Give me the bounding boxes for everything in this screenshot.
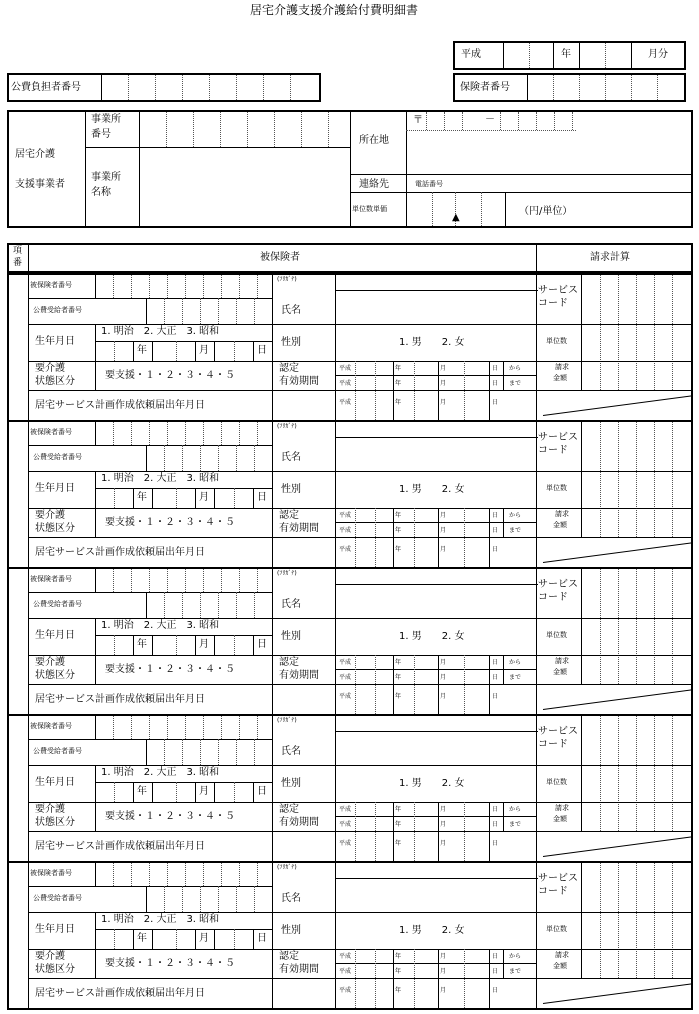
office-number-label-1: 事業所	[91, 114, 121, 125]
cert-from-suffix: から	[509, 953, 522, 960]
cert-to-day: 日	[492, 821, 499, 828]
cert-to-suffix: まで	[509, 674, 522, 681]
cert-from-suffix: から	[509, 659, 522, 666]
item-no-header-1: 項	[13, 246, 23, 256]
plan-request-era: 平成	[339, 693, 352, 700]
cert-to-month: 月	[440, 380, 447, 387]
cert-to-year: 年	[395, 968, 402, 975]
cert-from-year: 年	[395, 806, 402, 813]
cert-label-2: 有効期間	[279, 817, 319, 828]
cert-from-day: 日	[492, 953, 499, 960]
plan-request-month: 月	[440, 693, 447, 700]
cert-to-day: 日	[492, 674, 499, 681]
public-recipient-label: 公費受給者番号	[33, 600, 82, 608]
insured-record	[7, 714, 693, 863]
care-level-label-2: 状態区分	[35, 817, 75, 828]
care-level-label-2: 状態区分	[35, 376, 75, 387]
insured-record	[7, 567, 693, 716]
cert-to-suffix: まで	[509, 380, 522, 387]
units-label: 単位数	[546, 484, 567, 492]
birth-year-label: 年	[137, 345, 147, 356]
cert-from-month: 月	[440, 806, 447, 813]
birth-month-label: 月	[199, 345, 209, 356]
plan-request-era: 平成	[339, 399, 352, 406]
units-label: 単位数	[546, 925, 567, 933]
plan-request-era: 平成	[339, 840, 352, 847]
era-options: 1. 明治 2. 大正 3. 昭和	[101, 326, 220, 337]
units-label: 単位数	[546, 631, 567, 639]
sex-label: 性別	[281, 778, 301, 789]
cert-to-suffix: まで	[509, 821, 522, 828]
cert-to-era: 平成	[339, 674, 352, 681]
sex-options: 1. 男 2. 女	[399, 778, 465, 789]
claim-label-1: 請求	[555, 510, 569, 518]
cert-label-1: 認定	[279, 657, 299, 668]
plan-request-label: 居宅サービス計画作成依頼届出年月日	[35, 988, 205, 999]
plan-request-day: 日	[492, 399, 499, 406]
cert-label-1: 認定	[279, 510, 299, 521]
plan-request-day: 日	[492, 546, 499, 553]
plan-request-month: 月	[440, 399, 447, 406]
care-level-label-2: 状態区分	[35, 670, 75, 681]
cert-to-suffix: まで	[509, 527, 522, 534]
name-label: 氏名	[281, 893, 301, 904]
cert-label-1: 認定	[279, 804, 299, 815]
birth-date-label: 生年月日	[35, 777, 75, 788]
claim-label-2: 金額	[553, 521, 567, 529]
insurer-label: 保険者番号	[460, 82, 510, 93]
sex-options: 1. 男 2. 女	[399, 484, 465, 495]
care-level-options: 要支援・１・２・３・４・５	[105, 664, 235, 675]
name-label: 氏名	[281, 746, 301, 757]
care-level-label-1: 要介護	[35, 510, 65, 521]
cert-to-day: 日	[492, 968, 499, 975]
year-label: 年	[561, 49, 571, 60]
plan-request-label: 居宅サービス計画作成依頼届出年月日	[35, 694, 205, 705]
cert-from-day: 日	[492, 365, 499, 372]
birth-date-label: 生年月日	[35, 483, 75, 494]
furigana-label: (ﾌﾘｶﾞﾅ)	[277, 717, 297, 724]
cert-from-era: 平成	[339, 659, 352, 666]
plan-request-day: 日	[492, 840, 499, 847]
claim-label-1: 請求	[555, 804, 569, 812]
public-recipient-label: 公費受給者番号	[33, 747, 82, 755]
plan-request-year: 年	[395, 987, 402, 994]
insured-number-label: 被保険者番号	[30, 869, 72, 877]
sex-label: 性別	[281, 484, 301, 495]
care-level-label-1: 要介護	[35, 657, 65, 668]
service-code-label-1: サービス	[538, 579, 578, 590]
furigana-label: (ﾌﾘｶﾞﾅ)	[277, 570, 297, 577]
cert-from-year: 年	[395, 512, 402, 519]
unit-price-label: 単位数単価	[352, 205, 387, 213]
birth-year-label: 年	[137, 492, 147, 503]
sex-options: 1. 男 2. 女	[399, 337, 465, 348]
plan-request-month: 月	[440, 546, 447, 553]
furigana-label: (ﾌﾘｶﾞﾅ)	[277, 423, 297, 430]
birth-day-label: 日	[257, 492, 267, 503]
public-payer-label: 公費負担者番号	[11, 82, 81, 93]
sex-options: 1. 男 2. 女	[399, 631, 465, 642]
cert-from-month: 月	[440, 953, 447, 960]
cert-to-year: 年	[395, 380, 402, 387]
plan-request-day: 日	[492, 693, 499, 700]
public-recipient-label: 公費受給者番号	[33, 306, 82, 314]
units-label: 単位数	[546, 778, 567, 786]
care-level-options: 要支援・１・２・３・４・５	[105, 958, 235, 969]
phone-label: 電話番号	[415, 180, 443, 188]
claim-label-1: 請求	[555, 657, 569, 665]
cert-to-year: 年	[395, 674, 402, 681]
plan-request-era: 平成	[339, 546, 352, 553]
birth-month-label: 月	[199, 786, 209, 797]
month-label: 月分	[648, 49, 668, 60]
cert-label-2: 有効期間	[279, 964, 319, 975]
plan-request-label: 居宅サービス計画作成依頼届出年月日	[35, 547, 205, 558]
cert-to-month: 月	[440, 527, 447, 534]
cert-from-year: 年	[395, 659, 402, 666]
insured-header: 被保険者	[260, 252, 300, 263]
care-level-label-2: 状態区分	[35, 964, 75, 975]
cert-from-era: 平成	[339, 512, 352, 519]
care-level-options: 要支援・１・２・３・４・５	[105, 811, 235, 822]
cert-from-month: 月	[440, 365, 447, 372]
plan-request-day: 日	[492, 987, 499, 994]
cert-from-year: 年	[395, 365, 402, 372]
insured-record	[7, 861, 693, 1010]
cert-to-era: 平成	[339, 968, 352, 975]
era-options: 1. 明治 2. 大正 3. 昭和	[101, 914, 220, 925]
address-label: 所在地	[359, 135, 389, 146]
cert-label-2: 有効期間	[279, 670, 319, 681]
sex-label: 性別	[281, 925, 301, 936]
birth-month-label: 月	[199, 492, 209, 503]
birth-year-label: 年	[137, 639, 147, 650]
cert-label-1: 認定	[279, 951, 299, 962]
insured-number-label: 被保険者番号	[30, 722, 72, 730]
furigana-label: (ﾌﾘｶﾞﾅ)	[277, 864, 297, 871]
name-label: 氏名	[281, 305, 301, 316]
care-level-label-1: 要介護	[35, 363, 65, 374]
claim-label-2: 金額	[553, 374, 567, 382]
birth-month-label: 月	[199, 639, 209, 650]
cert-label-2: 有効期間	[279, 523, 319, 534]
claim-label-1: 請求	[555, 951, 569, 959]
cert-to-month: 月	[440, 674, 447, 681]
claim-label-1: 請求	[555, 363, 569, 371]
cert-label-2: 有効期間	[279, 376, 319, 387]
cert-from-suffix: から	[509, 512, 522, 519]
cert-from-era: 平成	[339, 806, 352, 813]
era-label: 平成	[461, 49, 481, 60]
birth-year-label: 年	[137, 786, 147, 797]
birth-date-label: 生年月日	[35, 924, 75, 935]
cert-to-month: 月	[440, 821, 447, 828]
care-level-label-2: 状態区分	[35, 523, 75, 534]
birth-day-label: 日	[257, 786, 267, 797]
insured-number-label: 被保険者番号	[30, 281, 72, 289]
page-title: 居宅介護支援介護給付費明細書	[250, 3, 419, 17]
plan-request-year: 年	[395, 546, 402, 553]
plan-request-era: 平成	[339, 987, 352, 994]
birth-day-label: 日	[257, 933, 267, 944]
cert-to-era: 平成	[339, 380, 352, 387]
decimal-point-marker: ▲	[452, 212, 460, 223]
public-recipient-label: 公費受給者番号	[33, 453, 82, 461]
service-code-label-2: コード	[538, 298, 568, 309]
cert-from-era: 平成	[339, 365, 352, 372]
name-label: 氏名	[281, 452, 301, 463]
cert-from-era: 平成	[339, 953, 352, 960]
cert-to-day: 日	[492, 527, 499, 534]
service-code-label-2: コード	[538, 739, 568, 750]
cert-label-1: 認定	[279, 363, 299, 374]
plan-request-year: 年	[395, 693, 402, 700]
era-options: 1. 明治 2. 大正 3. 昭和	[101, 620, 220, 631]
cert-from-day: 日	[492, 512, 499, 519]
cert-to-suffix: まで	[509, 968, 522, 975]
postal-mark: 〒	[413, 115, 423, 126]
service-code-label-2: コード	[538, 886, 568, 897]
service-code-label-1: サービス	[538, 726, 578, 737]
claim-label-2: 金額	[553, 962, 567, 970]
birth-year-label: 年	[137, 933, 147, 944]
service-code-label-2: コード	[538, 592, 568, 603]
units-label: 単位数	[546, 337, 567, 345]
birth-day-label: 日	[257, 639, 267, 650]
insured-number-label: 被保険者番号	[30, 428, 72, 436]
office-number-label-2: 番号	[91, 129, 111, 140]
postal-dash: －	[485, 114, 495, 125]
plan-request-label: 居宅サービス計画作成依頼届出年月日	[35, 400, 205, 411]
contact-label: 連絡先	[359, 179, 389, 190]
public-recipient-label: 公費受給者番号	[33, 894, 82, 902]
birth-date-label: 生年月日	[35, 630, 75, 641]
unit-price-unit: （円/単位）	[519, 206, 573, 217]
insured-record	[7, 273, 693, 422]
cert-from-day: 日	[492, 659, 499, 666]
name-label: 氏名	[281, 599, 301, 610]
care-level-label-1: 要介護	[35, 951, 65, 962]
cert-to-year: 年	[395, 527, 402, 534]
claim-label-2: 金額	[553, 815, 567, 823]
era-options: 1. 明治 2. 大正 3. 昭和	[101, 473, 220, 484]
plan-request-year: 年	[395, 840, 402, 847]
sex-label: 性別	[281, 631, 301, 642]
furigana-label: (ﾌﾘｶﾞﾅ)	[277, 276, 297, 283]
provider-group-label-2: 支援事業者	[15, 179, 65, 190]
sex-options: 1. 男 2. 女	[399, 925, 465, 936]
cert-to-month: 月	[440, 968, 447, 975]
care-level-options: 要支援・１・２・３・４・５	[105, 517, 235, 528]
office-name-label-2: 名称	[91, 187, 111, 198]
cert-to-era: 平成	[339, 821, 352, 828]
plan-request-year: 年	[395, 399, 402, 406]
plan-request-month: 月	[440, 840, 447, 847]
cert-to-era: 平成	[339, 527, 352, 534]
era-options: 1. 明治 2. 大正 3. 昭和	[101, 767, 220, 778]
item-no-header-2: 番	[13, 258, 23, 268]
service-code-label-1: サービス	[538, 285, 578, 296]
insured-record	[7, 420, 693, 569]
service-code-label-1: サービス	[538, 873, 578, 884]
plan-request-label: 居宅サービス計画作成依頼届出年月日	[35, 841, 205, 852]
cert-to-day: 日	[492, 380, 499, 387]
care-level-options: 要支援・１・２・３・４・５	[105, 370, 235, 381]
billing-header: 請求計算	[590, 252, 630, 263]
care-level-label-1: 要介護	[35, 804, 65, 815]
cert-from-month: 月	[440, 659, 447, 666]
cert-from-suffix: から	[509, 806, 522, 813]
claim-label-2: 金額	[553, 668, 567, 676]
provider-group-label-1: 居宅介護	[15, 149, 55, 160]
plan-request-month: 月	[440, 987, 447, 994]
cert-from-year: 年	[395, 953, 402, 960]
sex-label: 性別	[281, 337, 301, 348]
insured-number-label: 被保険者番号	[30, 575, 72, 583]
service-code-label-2: コード	[538, 445, 568, 456]
cert-from-month: 月	[440, 512, 447, 519]
birth-date-label: 生年月日	[35, 336, 75, 347]
birth-day-label: 日	[257, 345, 267, 356]
cert-from-suffix: から	[509, 365, 522, 372]
office-name-label-1: 事業所	[91, 172, 121, 183]
cert-to-year: 年	[395, 821, 402, 828]
cert-from-day: 日	[492, 806, 499, 813]
service-code-label-1: サービス	[538, 432, 578, 443]
birth-month-label: 月	[199, 933, 209, 944]
